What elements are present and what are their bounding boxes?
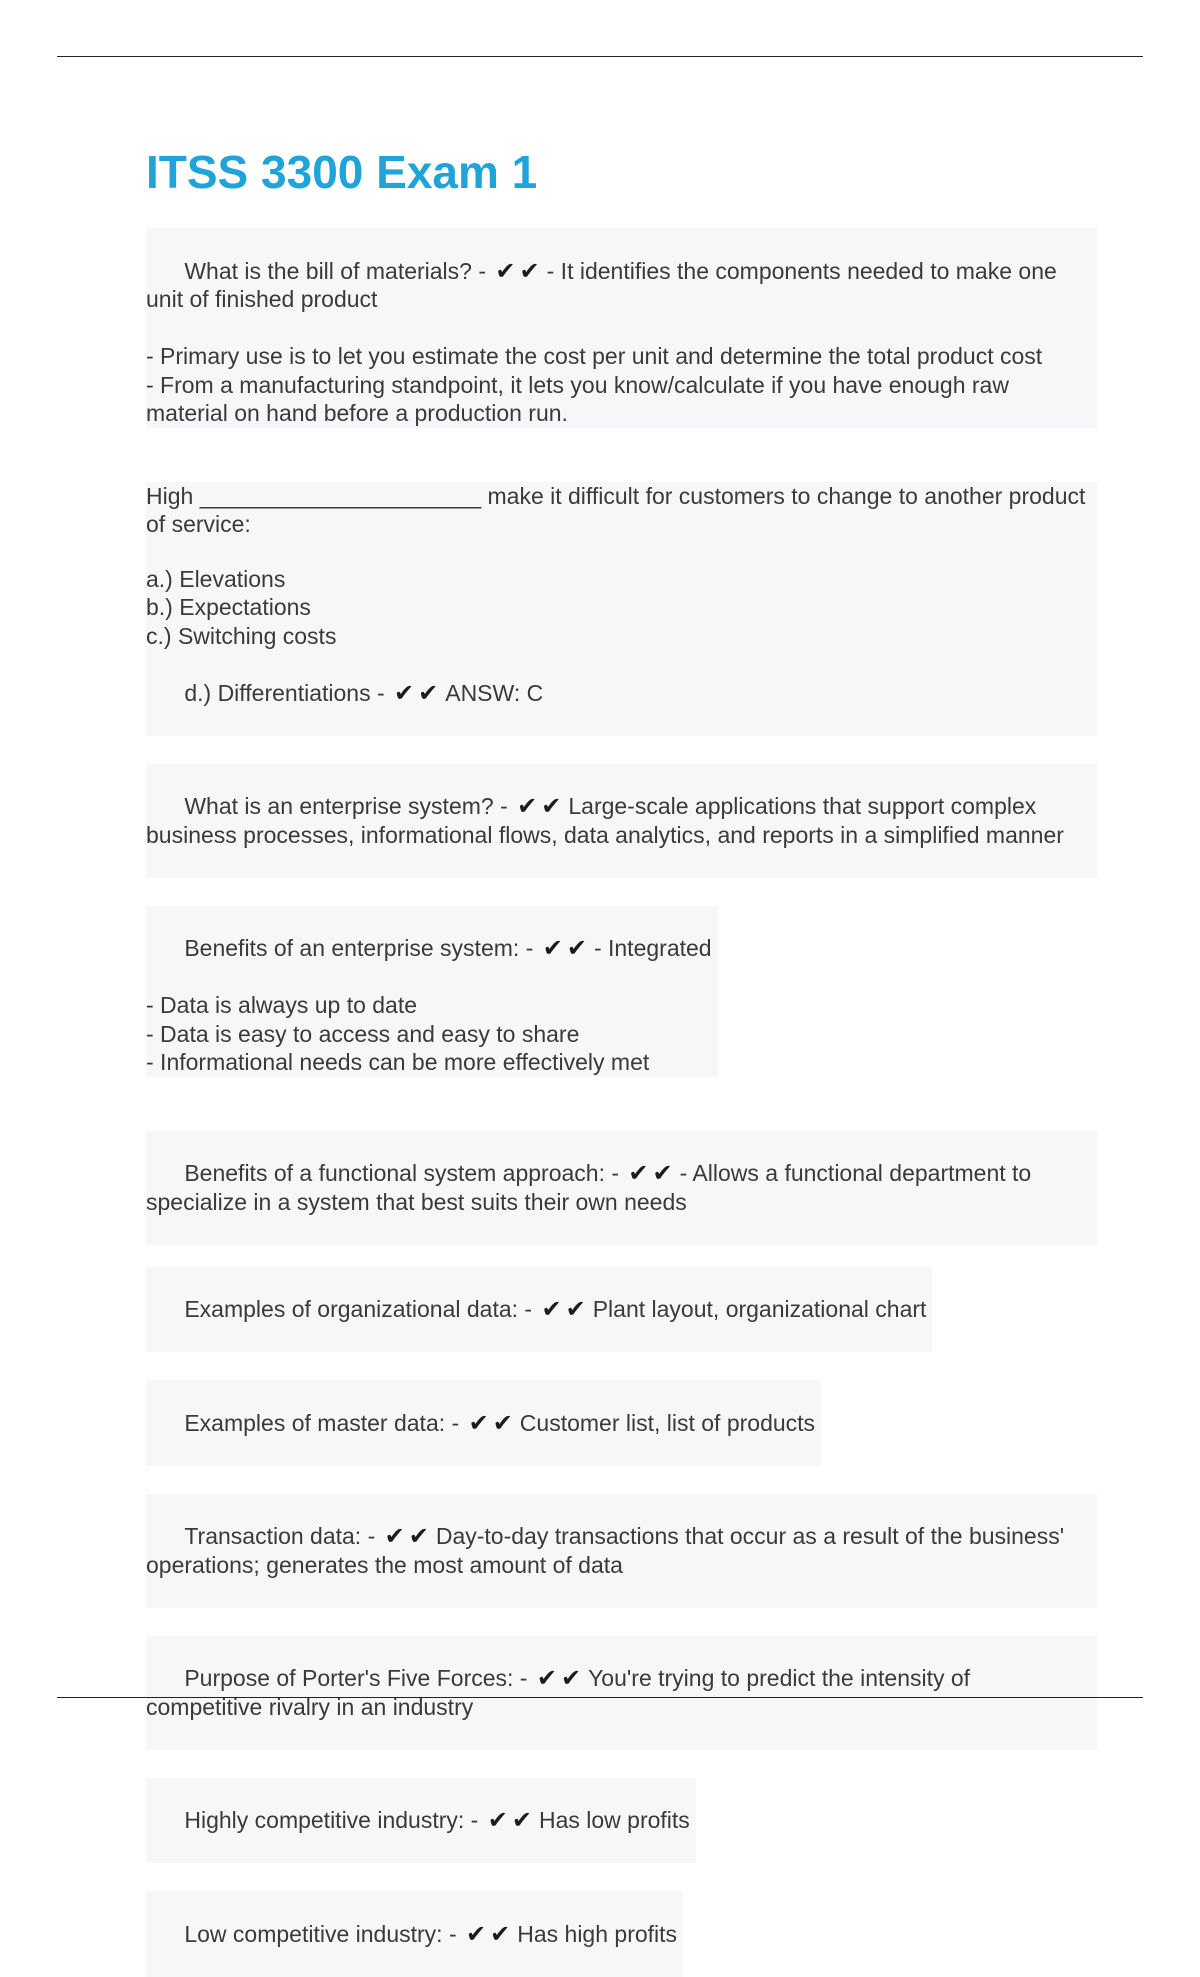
answer-text: Has low profits (538, 1807, 690, 1833)
flashcard-low-competitive (146, 1891, 683, 1977)
question-text: Transaction data: - (184, 1523, 382, 1549)
question-text: Low competitive industry: - (184, 1920, 464, 1947)
double-check-icon: ✔✔ (394, 678, 443, 707)
answer-text: Has high profits (517, 1920, 678, 1947)
answer-text: - It identifies the components needed to make one unit of finished product (146, 257, 1064, 312)
double-check-icon: ✔✔ (466, 1919, 515, 1948)
answer-text: You're trying to predict the intensity of competitive rivalry in an industry (146, 1665, 977, 1720)
double-check-icon: ✔✔ (541, 1295, 590, 1323)
blank-line (146, 539, 1091, 565)
answer-line: - From a manufacturing standpoint, it lets you know/calculate if you have enough raw material on hand before a production run. (146, 371, 1016, 426)
flashcard-bill-of-materials (146, 228, 1097, 428)
flashcard-master-data (146, 1380, 821, 1466)
double-check-icon: ✔✔ (384, 1522, 433, 1550)
answer-line: - Primary use is to let you estimate the cost per unit and determine the total product cost (146, 343, 1043, 369)
double-check-icon: ✔✔ (542, 934, 591, 962)
double-check-icon: ✔✔ (487, 1806, 536, 1834)
document-body (146, 140, 1106, 1977)
answer-text: - Integrated (593, 935, 712, 961)
answer-line: - Informational needs can be more effectively met (146, 1049, 650, 1075)
top-rule (57, 56, 1143, 57)
option-b: b.) Expectations (146, 594, 311, 620)
option-a: a.) Elevations (146, 565, 286, 592)
question-text: Highly competitive industry: - (184, 1807, 485, 1833)
answer-text: Day-to-day transactions that occur as a result of the business' operations; generates the most amount of data (146, 1523, 1071, 1578)
question-text: Benefits of a functional system approach: - (184, 1160, 626, 1186)
flashcard-functional-approach (146, 1131, 1097, 1245)
question-text: Purpose of Porter's Five Forces: - (184, 1665, 534, 1691)
double-check-icon: ✔✔ (468, 1408, 517, 1437)
answer-text: Plant layout, organizational chart (592, 1296, 927, 1322)
answer-text: ANSW: C (445, 679, 544, 706)
double-check-icon: ✔✔ (517, 792, 566, 820)
bottom-rule (57, 1697, 1143, 1698)
flashcard-organizational-data (146, 1267, 932, 1353)
flashcard-switching-costs (146, 482, 1097, 736)
option-c: c.) Switching costs (146, 622, 337, 649)
question-text: Examples of master data: - (184, 1409, 466, 1436)
question-text: What is an enterprise system? - (184, 793, 515, 819)
page-title: ITSS 3300 Exam 1 (146, 146, 538, 198)
question-text: Benefits of an enterprise system: - (184, 935, 540, 961)
double-check-icon: ✔✔ (536, 1664, 586, 1692)
question-text: Examples of organizational data: - (184, 1296, 539, 1322)
answer-line: - Data is easy to access and easy to share (146, 1020, 580, 1047)
double-check-icon: ✔✔ (628, 1159, 677, 1187)
answer-text: Customer list, list of products (519, 1409, 816, 1436)
flashcard-enterprise-system (146, 764, 1097, 878)
question-text: What is the bill of materials? - (184, 257, 493, 284)
flashcard-highly-competitive (146, 1778, 696, 1864)
answer-line: - Data is always up to date (146, 992, 418, 1018)
flashcard-enterprise-benefits (146, 906, 718, 1077)
question-line: High ______________________ make it difficult for customers to change to another product of service: (146, 482, 1092, 537)
flashcard-porters-five-forces (146, 1636, 1097, 1750)
flashcard-transaction-data (146, 1494, 1097, 1608)
option-d: d.) Differentiations - (184, 679, 392, 706)
answer-text: - Allows a functional department to specialize in a system that best suits their own needs (146, 1160, 1038, 1215)
answer-text: Large-scale applications that support complex business processes, informational flows, data analytics, and reports in a simplified manner (146, 793, 1064, 848)
double-check-icon: ✔✔ (495, 256, 544, 285)
